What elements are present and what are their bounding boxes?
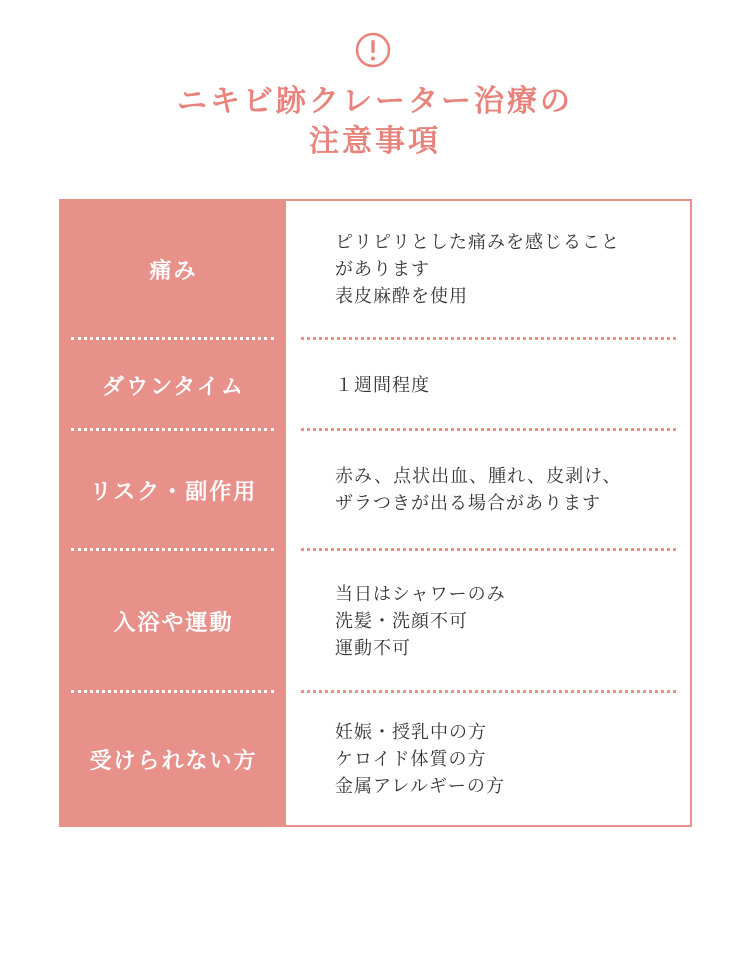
- table-row: [61, 340, 690, 430]
- content-line: 当日はシャワーのみ: [335, 583, 506, 605]
- exclamation-circle-icon: [355, 32, 391, 68]
- row-content: [335, 551, 680, 691]
- table-row: [61, 201, 690, 338]
- title-line-2: 注意事項: [309, 124, 441, 159]
- row-content: [335, 201, 680, 338]
- content-line: 妊娠・授乳中の方: [335, 721, 487, 743]
- content-line: ケロイド体質の方: [335, 748, 487, 770]
- content-line: 洗髪・洗顔不可: [335, 610, 468, 632]
- row-label: リスク・副作用: [89, 479, 258, 505]
- precautions-table: [59, 199, 692, 827]
- content-line: 運動不可: [335, 637, 411, 659]
- content-line: 赤み、点状出血、腫れ、皮剥け、: [335, 466, 622, 487]
- row-content: [335, 693, 680, 825]
- content-line: １週間程度: [335, 374, 430, 396]
- row-content: [335, 431, 680, 549]
- page-title: [0, 82, 750, 162]
- content-line: 表皮麻酔を使用: [335, 286, 468, 307]
- row-label: 痛み: [149, 259, 198, 284]
- title-line-1: ニキビ跡クレーター治療の: [177, 84, 573, 119]
- row-label: 入浴や運動: [113, 610, 234, 636]
- content-line: ザラつきが出る場合があります: [335, 493, 601, 514]
- content-line: ピリピリとした痛みを感じること: [335, 232, 620, 253]
- row-label: ダウンタイム: [102, 374, 245, 400]
- table-row: [61, 551, 690, 691]
- content-line: 金属アレルギーの方: [335, 775, 505, 797]
- table-row: [61, 431, 690, 549]
- content-line: があります: [335, 259, 430, 280]
- table-row: [61, 693, 690, 825]
- row-label: 受けられない方: [89, 748, 258, 774]
- row-content: [335, 340, 680, 430]
